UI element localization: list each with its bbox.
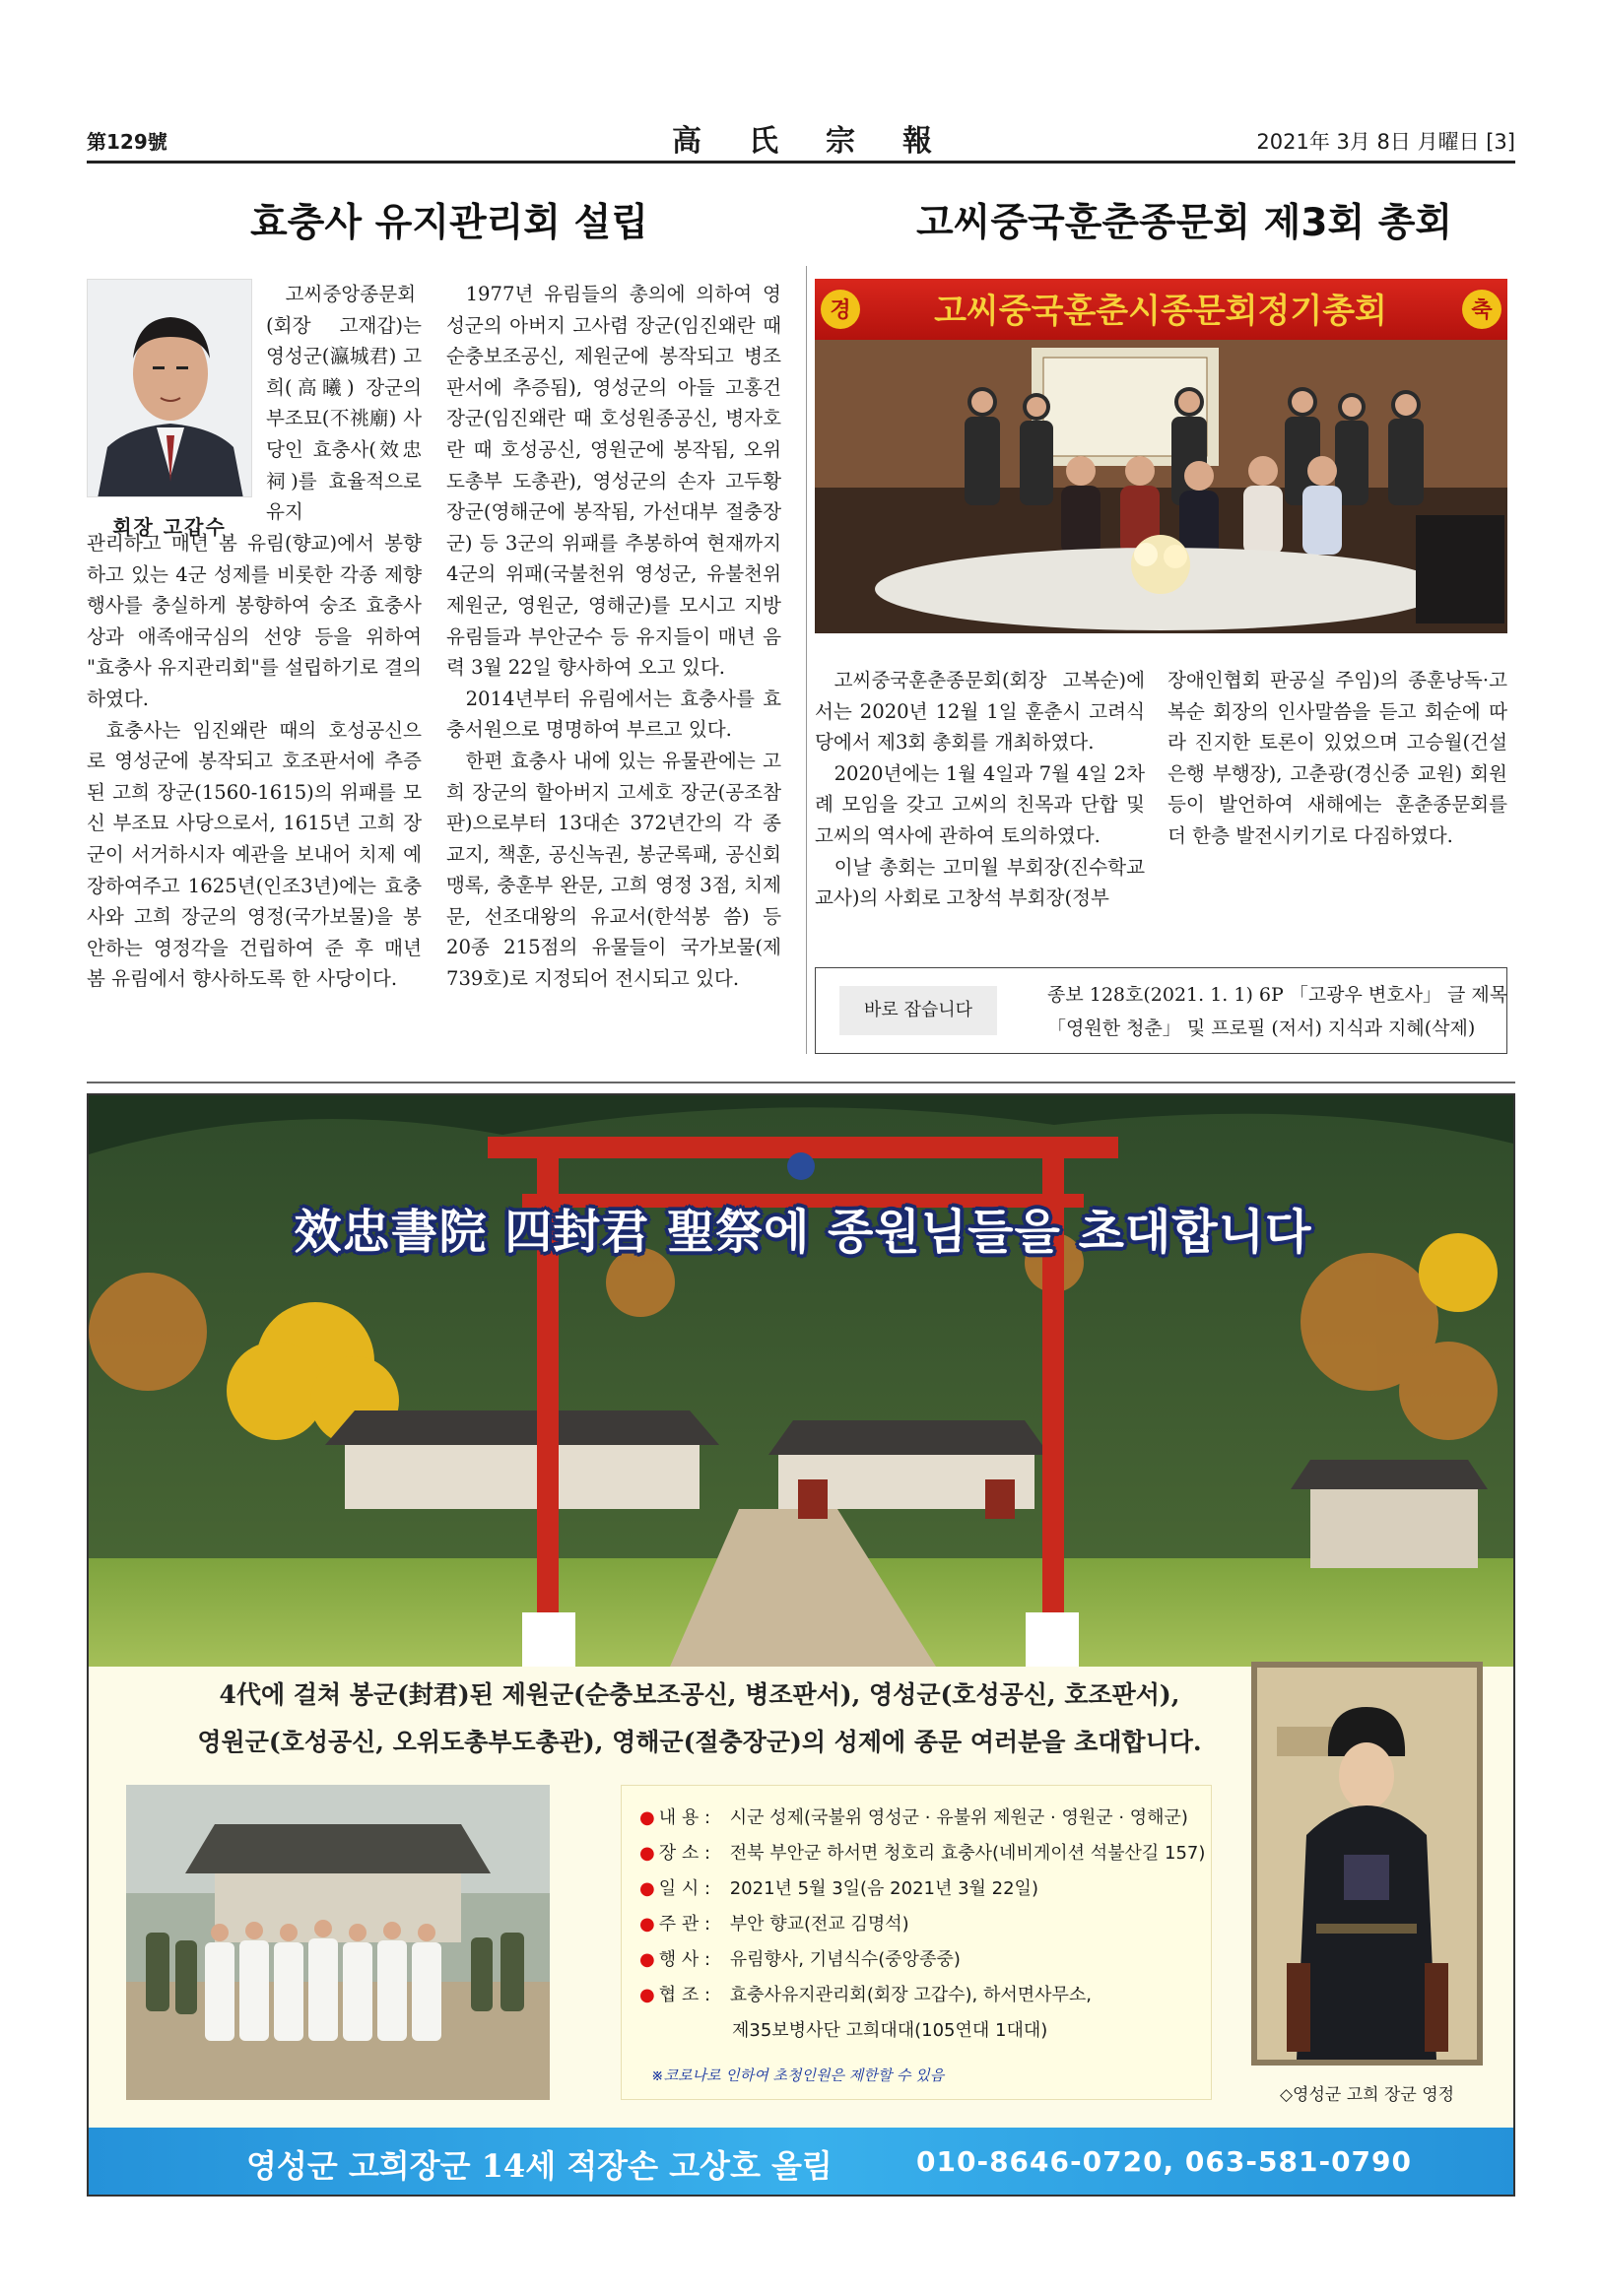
portrait-caption: ◇영성군 고희 장군 영정 xyxy=(1279,2085,1455,2105)
correction-box xyxy=(815,967,1507,1054)
ad-description xyxy=(128,1672,1271,1766)
info-host xyxy=(639,1910,909,1935)
info-support xyxy=(639,1981,1092,2006)
paragraph: 2020년에는 1월 4일과 7월 4일 2차례 모임을 갖고 고씨의 친목과 단합 및 고씨의 역사에 관하여 토의하였다. xyxy=(815,761,1145,847)
correction-line-1: 종보 128호(2021. 1. 1) 6P 「고광우 변호사」 글 제목 xyxy=(1047,984,1508,1006)
info-value: 2021년 5월 3일(음 2021년 3월 22일) xyxy=(729,1878,1038,1899)
ad-phone-numbers: 010-8646-0720, 063-581-0790 xyxy=(916,2145,1412,2178)
paragraph: 이날 총회는 고미월 부회장(진수학교 교사)의 사회로 고창석 부회장(정부 xyxy=(815,855,1145,910)
paragraph: 고씨중국훈춘종문회(회장 고복순)에서는 2020년 12월 1일 훈춘시 고려식당에서 제3회 총회를 개최하였다. xyxy=(815,669,1145,754)
left-article-col2 xyxy=(446,279,781,995)
right-article-col4 xyxy=(1167,665,1507,852)
general-meeting-photo xyxy=(815,279,1507,633)
ad-description-line: 4代에 걸쳐 봉군(封君)된 제원군(순충보조공신, 병조판서), 영성군(호성공신, 호조판서), xyxy=(219,1680,1180,1709)
left-headline: 효충사 유지관리회 설립 xyxy=(250,201,648,245)
issue-number: 第129號 xyxy=(87,130,167,154)
ad-signer: 영성군 고희장군 14세 적장손 고상호 올림 xyxy=(246,2147,833,2185)
left-article-col1-bottom xyxy=(87,528,422,995)
event-info-box xyxy=(621,1785,1212,2100)
seowon-gate-scene xyxy=(89,1095,1515,1667)
ad-description-line: 영원군(호성공신, 오위도총부도총관), 영해군(절충장군)의 성제에 종문 여러분을 초대합니다. xyxy=(197,1728,1202,1756)
bullet-icon: ● xyxy=(639,1985,655,2005)
ad-footer xyxy=(89,2128,1515,2197)
info-label: 장 소 : xyxy=(658,1843,711,1864)
right-headline: 고씨중국훈춘종문회 제3회 총회 xyxy=(916,201,1453,245)
info-value: 시군 성제(국불위 영성군 · 유불위 제원군 · 영원군 · 영해군) xyxy=(729,1807,1188,1828)
paragraph: 2014년부터 유림에서는 효충사를 효충서원으로 명명하여 부르고 있다. xyxy=(446,687,781,742)
paragraph: 고씨중앙종문회(회장 고재갑)는 영성군(瀛城君) 고희(高曦) 장군의 부조묘(不祧廟) 사당인 효충사(效忠祠)를 효율적으로 유지 xyxy=(266,283,422,524)
info-label: 일 시 : xyxy=(658,1878,711,1899)
correction-line-2: 「영원한 청춘」 및 프로필 (저서) 지식과 지혜(삭제) xyxy=(1047,1017,1476,1039)
info-value: 제35보병사단 고희대대(105연대 1대대) xyxy=(732,2020,1048,2041)
bullet-icon: ● xyxy=(639,1807,655,1828)
issue-date: 2021年 3月 8日 月曜日 [3] xyxy=(1256,130,1515,154)
right-article-col3 xyxy=(815,665,1145,914)
bullet-icon: ● xyxy=(639,1949,655,1970)
info-value: 부안 향교(전교 김명석) xyxy=(729,1914,909,1935)
section-rule xyxy=(87,1082,1515,1083)
info-content xyxy=(639,1804,1188,1829)
info-value: 효충사유지관리회(회장 고갑수), 하서면사무소, xyxy=(729,1985,1093,2005)
info-support-cont xyxy=(732,2016,1047,2042)
banner-left-char: 경 xyxy=(830,298,851,323)
bullet-icon: ● xyxy=(639,1914,655,1935)
banner-text: 고씨중국훈춘시종문회정기총회 xyxy=(934,292,1387,331)
general-portrait xyxy=(1251,1662,1483,2066)
info-label: 협 조 : xyxy=(658,1985,711,2005)
president-caption: 회장 고갑수 xyxy=(112,515,227,539)
paper-name: 高氏宗報 xyxy=(672,124,979,159)
info-label: 행 사 : xyxy=(658,1949,711,1970)
masthead-rule xyxy=(87,161,1515,164)
ad-title: 效忠書院 四封君 聖祭에 종원님들을 초대합니다 xyxy=(294,1205,1312,1260)
bullet-icon: ● xyxy=(639,1878,655,1899)
president-photo-box xyxy=(87,279,252,540)
ceremony-group-photo xyxy=(126,1785,550,2100)
info-label: 내 용 : xyxy=(658,1807,711,1828)
info-value: 전북 부안군 하서면 청호리 효충사(네비게이션 석불산길 157) xyxy=(729,1843,1206,1864)
masthead xyxy=(87,116,1515,160)
president-portrait xyxy=(87,279,252,497)
bullet-icon: ● xyxy=(639,1843,655,1864)
info-datetime xyxy=(639,1874,1038,1900)
paragraph: 관리하고 매년 봄 유림(향교)에서 봉향하고 있는 4군 성제를 비롯한 각종 제향 행사를 충실하게 봉향하여 숭조 효충사상과 애족애국심의 선양 등을 위하여 "효충사 유지관리회"를 설립하기로 결의하였다. xyxy=(87,532,422,710)
info-place xyxy=(639,1839,1205,1865)
paragraph: 효충사는 임진왜란 때의 호성공신으로 영성군에 봉작되고 호조판서에 추증된 고희 장군(1560-1615)의 위패를 모신 부조묘 사당으로서, 1615년 고희 장군이 서거하시자 예관을 보내어 치제 예장하여주고 1625년(인조3년)에는 효충사와 고희 장군의 영정(국가보물)을 봉안하는 영정각을 건립하여 준 후 매년 봄 유림에서 향사하도록 한 사당이다. xyxy=(87,718,422,991)
info-label: 주 관 : xyxy=(658,1914,711,1935)
left-article-col1-top xyxy=(266,279,422,528)
banner-right-char: 축 xyxy=(1471,298,1493,323)
seowon-invitation-ad xyxy=(87,1093,1515,2197)
paragraph: 1977년 유림들의 총의에 의하여 영성군의 아버지 고사렴 장군(임진왜란 때 순충보조공신, 제원군에 봉작되고 병조판서에 추증됨), 영성군의 아들 고홍건 장군(임진왜란 때 호성원종공신, 병자호란 때 호성공신, 영원군에 봉작됨, 오위도총부 도총관), 영성군의 손자 고두황 장군(영해군에 봉작됨, 가선대부 절충장군) 등 3군의 위패를 추봉하여 현재까지 4군의 위패(국불천위 영성군, 유불천위 제원군, 영원군, 영해군)를 모시고 지방 유림들과 부안군수 등 유지들이 매년 음력 3월 22일 향사하여 오고 있다. xyxy=(446,283,781,680)
correction-label: 바로 잡습니다 xyxy=(839,986,997,1035)
covid-note: ※코로나로 인하여 초청인원은 제한할 수 있음 xyxy=(651,2066,945,2084)
info-events xyxy=(639,1945,961,1971)
paragraph: 장애인협회 판공실 주임)의 종훈낭독·고복순 회장의 인사말씀을 듣고 회순에 따라 진지한 토론이 있었으며 고승월(건설은행 부행장), 고춘광(경신중 교원) 회원 등이 발언하여 새해에는 훈춘종문회를 더 한층 발전시키기로 다짐하였다. xyxy=(1167,669,1507,847)
paragraph: 한편 효충사 내에 있는 유물관에는 고희 장군의 할아버지 고세호 장군(공조참판)으로부터 13대손 372년간의 각 종교지, 책훈, 공신녹권, 봉군록패, 공신회맹록, 충훈부 완문, 고희 영정 3점, 치제문, 선조대왕의 유교서(한석봉 씀) 등 20종 215점의 유물들이 국가보물(제739호)로 지정되어 전시되고 있다. xyxy=(446,749,781,991)
info-value: 유림향사, 기념식수(중앙종중) xyxy=(729,1949,961,1970)
column-divider xyxy=(806,266,807,1054)
